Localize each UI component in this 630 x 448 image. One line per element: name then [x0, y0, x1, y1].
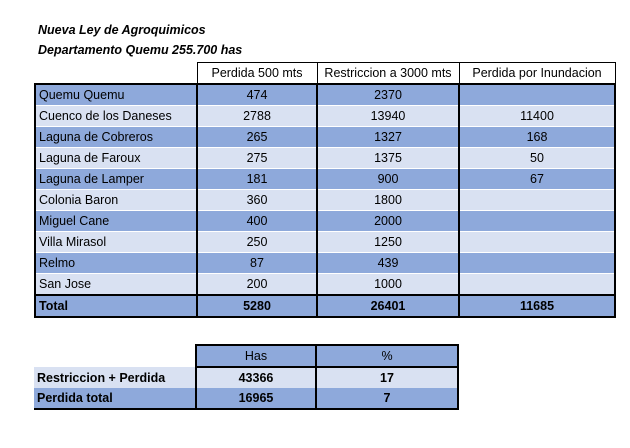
row-name[interactable]: Laguna de Lamper [35, 169, 197, 190]
summary-header-row [34, 345, 458, 367]
cell-restriccion[interactable]: 1327 [317, 127, 459, 148]
table-row [35, 253, 615, 274]
row-name[interactable]: Miguel Cane [35, 211, 197, 232]
cell-restriccion[interactable]: 1250 [317, 232, 459, 253]
cell-perdida[interactable]: 474 [197, 84, 317, 106]
summary-cell-pct[interactable]: 17 [316, 367, 458, 388]
cell-restriccion[interactable]: 439 [317, 253, 459, 274]
cell-perdida[interactable]: 181 [197, 169, 317, 190]
cell-inundacion[interactable]: 50 [459, 148, 615, 169]
row-name[interactable]: Laguna de Cobreros [35, 127, 197, 148]
header-inundacion[interactable]: Perdida por Inundacion [459, 63, 615, 85]
cell-inundacion[interactable]: 11400 [459, 106, 615, 127]
row-name[interactable]: San Jose [35, 274, 197, 296]
cell-perdida[interactable]: 265 [197, 127, 317, 148]
table-row [35, 148, 615, 169]
table-row [35, 84, 615, 106]
total-restriccion[interactable]: 26401 [317, 295, 459, 317]
table-row [35, 232, 615, 253]
header-restriccion[interactable]: Restriccion a 3000 mts [317, 63, 459, 85]
cell-perdida[interactable]: 250 [197, 232, 317, 253]
table-row [35, 190, 615, 211]
cell-perdida[interactable]: 2788 [197, 106, 317, 127]
summary-row-label[interactable]: Perdida total [34, 388, 196, 409]
cell-restriccion[interactable]: 1000 [317, 274, 459, 296]
row-name[interactable]: Laguna de Faroux [35, 148, 197, 169]
cell-inundacion[interactable] [459, 190, 615, 211]
cell-restriccion[interactable]: 900 [317, 169, 459, 190]
cell-restriccion[interactable]: 1375 [317, 148, 459, 169]
main-table [34, 62, 616, 318]
row-name[interactable]: Relmo [35, 253, 197, 274]
table-row [35, 127, 615, 148]
cell-inundacion[interactable] [459, 253, 615, 274]
table-row [35, 106, 615, 127]
summary-header-blank [34, 345, 196, 367]
cell-inundacion[interactable] [459, 274, 615, 296]
cell-perdida[interactable]: 200 [197, 274, 317, 296]
cell-inundacion[interactable] [459, 84, 615, 106]
table-row [35, 274, 615, 296]
cell-inundacion[interactable]: 67 [459, 169, 615, 190]
summary-cell-has[interactable]: 16965 [196, 388, 316, 409]
cell-restriccion[interactable]: 2000 [317, 211, 459, 232]
row-name[interactable]: Colonia Baron [35, 190, 197, 211]
summary-row-label[interactable]: Restriccion + Perdida [34, 367, 196, 388]
total-perdida[interactable]: 5280 [197, 295, 317, 317]
header-perdida[interactable]: Perdida 500 mts [197, 63, 317, 85]
title-line-1: Nueva Ley de Agroquimicos [38, 23, 206, 37]
summary-header-has[interactable]: Has [196, 345, 316, 367]
summary-table [34, 344, 459, 410]
summary-cell-has[interactable]: 43366 [196, 367, 316, 388]
table-row [35, 169, 615, 190]
summary-row [34, 388, 458, 409]
total-label[interactable]: Total [35, 295, 197, 317]
table-row [35, 211, 615, 232]
cell-perdida[interactable]: 360 [197, 190, 317, 211]
title-line-2: Departamento Quemu 255.700 has [38, 43, 243, 57]
row-name[interactable]: Villa Mirasol [35, 232, 197, 253]
cell-inundacion[interactable] [459, 211, 615, 232]
cell-inundacion[interactable] [459, 232, 615, 253]
summary-cell-pct[interactable]: 7 [316, 388, 458, 409]
row-name[interactable]: Quemu Quemu [35, 84, 197, 106]
cell-restriccion[interactable]: 1800 [317, 190, 459, 211]
cell-perdida[interactable]: 400 [197, 211, 317, 232]
cell-perdida[interactable]: 87 [197, 253, 317, 274]
cell-restriccion[interactable]: 2370 [317, 84, 459, 106]
summary-header-pct[interactable]: % [316, 345, 458, 367]
total-row [35, 295, 615, 317]
cell-perdida[interactable]: 275 [197, 148, 317, 169]
total-inundacion[interactable]: 11685 [459, 295, 615, 317]
cell-inundacion[interactable]: 168 [459, 127, 615, 148]
main-table-header-row [35, 63, 615, 85]
summary-row [34, 367, 458, 388]
row-name[interactable]: Cuenco de los Daneses [35, 106, 197, 127]
header-blank-cell [35, 63, 197, 85]
cell-restriccion[interactable]: 13940 [317, 106, 459, 127]
